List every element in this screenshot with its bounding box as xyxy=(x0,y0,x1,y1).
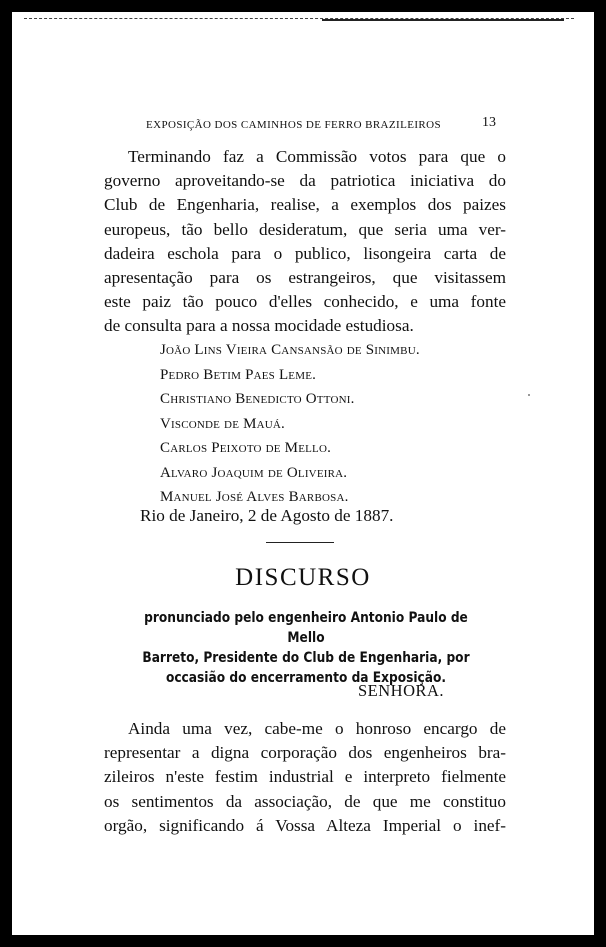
signatory: Manuel José Alves Barbosa. xyxy=(160,489,349,505)
text-line: europeus, tão bello desideratum, que seria uma ver- xyxy=(104,219,506,239)
paragraph-commission xyxy=(104,145,506,339)
place-date: Rio de Janeiro, 2 de Agosto de 1887. xyxy=(140,506,394,525)
salutation: SENHORA. xyxy=(358,681,445,700)
signatory: Pedro Betim Paes Leme. xyxy=(160,366,317,383)
book-page xyxy=(12,12,594,935)
text-line: apresentação para os estrangeiros, que visitassem xyxy=(104,268,506,288)
text-line: de consulta para a nossa mocidade estudiosa. xyxy=(104,316,414,336)
text-line: representar a digna corporação dos engenheiros bra- xyxy=(104,743,506,763)
text-line: Terminando faz a Commissão votos para que o xyxy=(128,147,506,166)
signatory: João Lins Vieira Cansansão de Sinimbu. xyxy=(160,342,420,358)
text-line: zileiros n'este festim industrial e interpreto fielmente xyxy=(104,767,506,787)
text-line: Ainda uma vez, cabe-me o honroso encargo de xyxy=(128,719,506,738)
signatory: Christiano Benedicto Ottoni. xyxy=(160,391,355,407)
paper-speck xyxy=(528,394,530,396)
text-line: os sentimentos da associação, de que me constituo xyxy=(104,791,506,811)
text-line: governo aproveitando-se da patriotica iniciativa do xyxy=(104,171,506,191)
signatory: Alvaro Joaquim de Oliveira. xyxy=(160,464,348,481)
text-line: Club de Engenharia, realise, a exemplos dos paizes xyxy=(104,195,506,215)
subtitle-line: Barreto, Presidente do Club de Engenharia, por xyxy=(142,650,470,666)
text-line: este paiz tão pouco d'elles conhecido, e uma fonte xyxy=(104,292,506,312)
speech-subtitle xyxy=(136,608,477,688)
top-edge-rule-bold xyxy=(322,19,564,21)
paragraph-speech xyxy=(104,717,506,838)
text-line: dadeira escholа para o publico, lisongeira carta de xyxy=(104,243,506,263)
signatory: Carlos Peixoto de Mello. xyxy=(160,440,332,456)
signatory: Visconde de Mauá. xyxy=(160,415,285,432)
subtitle-line: pronunciado pelo engenheiro Antonio Paulo de Mello xyxy=(144,610,468,646)
page-number: 13 xyxy=(482,115,496,130)
signatories-list xyxy=(160,338,420,510)
running-head: EXPOSIÇÃO DOS CAMINHOS DE FERRO BRAZILEIROS xyxy=(146,119,441,131)
subtitle-line: occasião do encerramento da Exposição. xyxy=(165,670,447,686)
section-heading: DISCURSO xyxy=(235,564,371,591)
text-line: orgão, significando á Vossa Alteza Imperial o inef- xyxy=(104,815,506,835)
section-separator xyxy=(266,542,334,543)
